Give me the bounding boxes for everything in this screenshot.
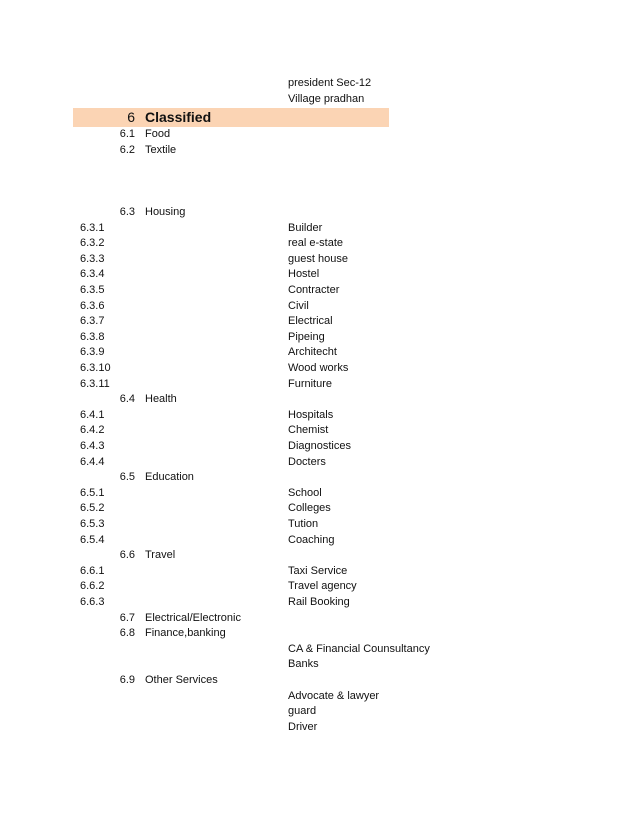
item-row bbox=[0, 564, 638, 579]
category-name: Textile bbox=[145, 143, 177, 156]
item-name: real e-state bbox=[288, 237, 344, 250]
category-name: Housing bbox=[145, 206, 186, 218]
item-name: Furniture bbox=[288, 377, 333, 390]
item-name: Chemist bbox=[288, 424, 329, 437]
item-code: 6.6.2 bbox=[80, 580, 105, 593]
item-code: 6.5.2 bbox=[80, 502, 105, 515]
item-row bbox=[0, 221, 638, 236]
item-code: 6.4.4 bbox=[80, 455, 105, 468]
blank-row bbox=[0, 189, 638, 204]
item-row bbox=[0, 689, 638, 704]
item-name: Advocate & lawyer bbox=[288, 689, 380, 702]
item-name: guard bbox=[288, 705, 317, 718]
category-name: Finance,banking bbox=[145, 627, 226, 640]
category-number: 6.3 bbox=[119, 206, 135, 218]
item-code: 6.3.5 bbox=[80, 284, 105, 296]
item-name: Taxi Service bbox=[288, 564, 348, 577]
category-row bbox=[0, 548, 638, 563]
item-code: 6.5.3 bbox=[80, 518, 105, 530]
item-name: CA & Financial Counsultancy bbox=[288, 642, 430, 655]
item-name: Docters bbox=[288, 455, 326, 468]
category-row bbox=[0, 127, 638, 142]
item-name: guest house bbox=[288, 252, 348, 265]
item-code: 6.3.8 bbox=[80, 330, 105, 343]
item-row bbox=[0, 252, 638, 267]
item-code: 6.3.4 bbox=[80, 268, 105, 281]
item-row bbox=[0, 642, 638, 657]
item-row bbox=[0, 517, 638, 532]
item-row bbox=[0, 439, 638, 454]
item-name: Architecht bbox=[288, 346, 337, 359]
category-row bbox=[0, 143, 638, 158]
item-row bbox=[0, 720, 638, 735]
item-row bbox=[0, 283, 638, 298]
top-line-text: president Sec-12 bbox=[288, 77, 372, 89]
item-row bbox=[0, 704, 638, 719]
blank-row bbox=[0, 174, 638, 189]
item-row bbox=[0, 579, 638, 594]
item-row bbox=[0, 657, 638, 672]
item-code: 6.3.6 bbox=[80, 299, 105, 312]
item-code: 6.4.1 bbox=[80, 408, 105, 421]
category-name: Health bbox=[145, 393, 177, 406]
item-name: Driver bbox=[288, 720, 318, 733]
item-name: Diagnostices bbox=[288, 440, 351, 452]
item-name: Rail Booking bbox=[288, 596, 350, 608]
item-code: 6.6.1 bbox=[80, 564, 105, 577]
item-code: 6.3.2 bbox=[80, 237, 105, 250]
item-row bbox=[0, 423, 638, 438]
category-number: 6.8 bbox=[119, 627, 135, 640]
item-name: Travel agency bbox=[288, 580, 357, 593]
item-row bbox=[0, 377, 638, 392]
item-name: Civil bbox=[288, 299, 309, 312]
item-row bbox=[0, 486, 638, 501]
item-row bbox=[0, 361, 638, 376]
section-number: 6 bbox=[127, 109, 135, 125]
item-row bbox=[0, 314, 638, 329]
top-line-1 bbox=[0, 76, 638, 91]
item-code: 6.3.9 bbox=[80, 346, 105, 359]
item-name: Contracter bbox=[288, 284, 340, 296]
category-number: 6.4 bbox=[119, 393, 135, 406]
blank-row bbox=[0, 158, 638, 173]
category-name: Electrical/Electronic bbox=[145, 611, 241, 624]
item-row bbox=[0, 345, 638, 360]
item-name: Wood works bbox=[288, 362, 349, 374]
section-title: Classified bbox=[145, 109, 212, 125]
category-row bbox=[0, 611, 638, 626]
item-code: 6.3.3 bbox=[80, 252, 105, 265]
item-row bbox=[0, 267, 638, 282]
item-code: 6.4.2 bbox=[80, 424, 105, 437]
category-number: 6.9 bbox=[119, 674, 135, 686]
item-row bbox=[0, 408, 638, 423]
top-line-2 bbox=[0, 92, 638, 107]
item-code: 6.3.10 bbox=[80, 362, 111, 374]
item-row bbox=[0, 501, 638, 516]
top-line-text: Village pradhan bbox=[288, 93, 365, 105]
item-code: 6.6.3 bbox=[80, 596, 105, 608]
category-row bbox=[0, 392, 638, 407]
item-code: 6.3.11 bbox=[80, 377, 110, 390]
item-row bbox=[0, 236, 638, 251]
item-code: 6.5.1 bbox=[80, 486, 105, 499]
category-name: Education bbox=[145, 471, 194, 484]
category-row bbox=[0, 626, 638, 641]
category-number: 6.5 bbox=[119, 471, 135, 484]
item-code: 6.3.1 bbox=[80, 221, 105, 234]
category-name: Other Services bbox=[145, 674, 218, 686]
category-row bbox=[0, 673, 638, 688]
item-name: Colleges bbox=[288, 502, 331, 515]
item-code: 6.4.3 bbox=[80, 440, 105, 452]
item-name: Pipeing bbox=[288, 330, 325, 343]
item-name: Hostel bbox=[288, 268, 320, 281]
item-row bbox=[0, 299, 638, 314]
item-row bbox=[0, 533, 638, 548]
category-number: 6.6 bbox=[119, 549, 135, 562]
item-row bbox=[0, 595, 638, 610]
item-name: Coaching bbox=[288, 533, 335, 546]
category-name: Food bbox=[145, 128, 171, 140]
category-row bbox=[0, 470, 638, 485]
category-number: 6.2 bbox=[119, 143, 135, 156]
category-row bbox=[0, 205, 638, 220]
category-number: 6.1 bbox=[119, 128, 135, 140]
category-name: Travel bbox=[145, 549, 176, 562]
item-row bbox=[0, 330, 638, 345]
item-row bbox=[0, 455, 638, 470]
item-name: School bbox=[288, 486, 322, 499]
item-code: 6.3.7 bbox=[80, 315, 105, 328]
item-name: Banks bbox=[288, 658, 319, 671]
item-name: Electrical bbox=[288, 315, 333, 328]
category-number: 6.7 bbox=[119, 611, 135, 624]
item-name: Builder bbox=[288, 221, 323, 234]
item-code: 6.5.4 bbox=[80, 533, 105, 546]
item-name: Tution bbox=[288, 518, 319, 530]
item-name: Hospitals bbox=[288, 408, 334, 421]
